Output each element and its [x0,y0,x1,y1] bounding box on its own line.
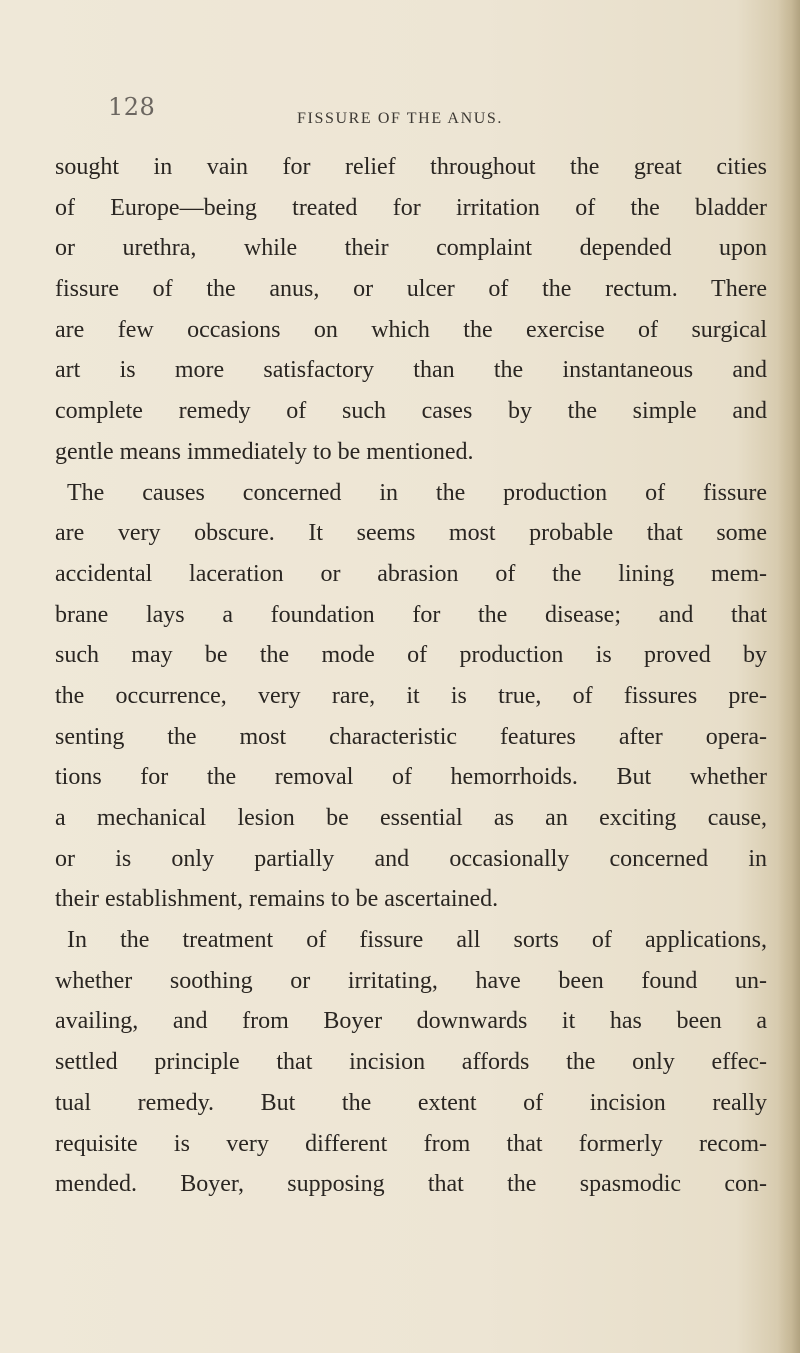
running-head: FISSURE OF THE ANUS. [297,110,503,127]
text-line: a mechanical lesion be essential as an exciting cause, [55,805,767,831]
text-line: or is only partially and occasionally concerned in [55,845,767,872]
text-line: tual remedy. But the extent of incision really [55,1089,767,1116]
text-line: whether soothing or irritating, have been found un- [55,967,767,994]
text-line: requisite is very different from that formerly recom- [55,1130,767,1157]
text-line: such may be the mode of production is proved by [55,642,767,669]
text-line: are very obscure. It seems most probable that some [55,520,767,547]
paragraph-start-line: The causes concerned in the production of fissure [67,479,767,506]
page-edge-shadow [778,0,800,1353]
text-line: gentle means immediately to be mentioned. [55,438,474,465]
text-line: settled principle that incision affords the only effec- [55,1049,767,1076]
text-line: the occurrence, very rare, it is true, of fissures pre- [55,682,767,709]
text-line: complete remedy of such cases by the simple and [55,398,767,425]
text-line: availing, and from Boyer downwards it has been a [55,1008,767,1035]
text-line: brane lays a foundation for the disease; and that [55,601,767,628]
text-line: or urethra, while their complaint depended upon [55,235,767,262]
text-line: tions for the removal of hemorrhoids. But whether [55,764,767,791]
text-line: accidental laceration or abrasion of the lining mem- [55,560,767,587]
text-line: sought in vain for relief throughout the great cities [55,154,767,180]
text-line: are few occasions on which the exercise of surgical [55,316,767,343]
paragraph-start-line: In the treatment of fissure all sorts of applications, [67,927,767,954]
text-line: mended. Boyer, supposing that the spasmodic con- [55,1171,767,1198]
text-line: of Europe—being treated for irritation of the bladder [55,194,767,221]
text-line: art is more satisfactory than the instantaneous and [55,357,767,384]
text-line: their establishment, remains to be ascertained. [55,886,499,913]
text-line: fissure of the anus, or ulcer of the rectum. There [55,276,767,303]
body-text [55,147,767,1205]
page-number: 128 [108,93,156,121]
text-line: senting the most characteristic features after opera- [55,723,767,750]
